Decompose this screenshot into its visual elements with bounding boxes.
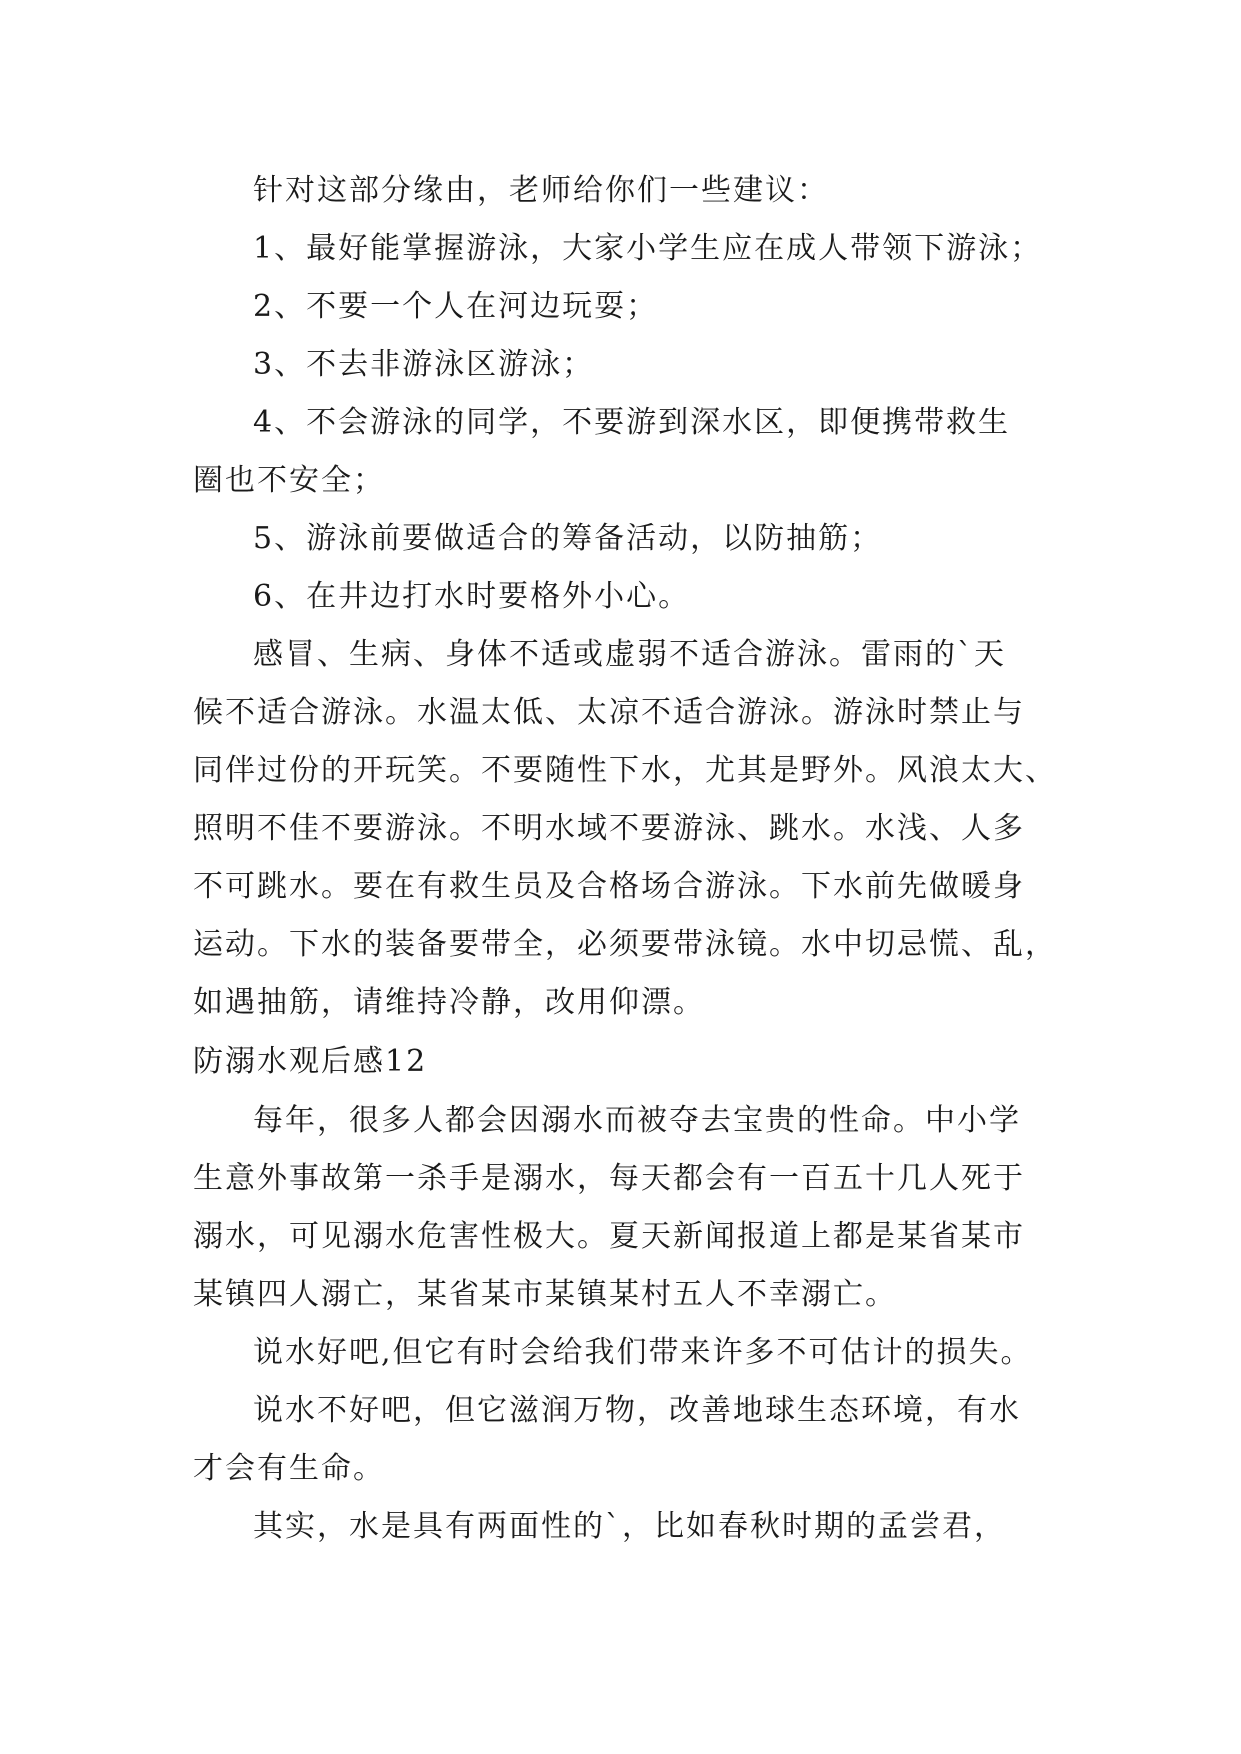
paragraph-line: 其实，水是具有两面性的`，比如春秋时期的孟尝君， [253,1509,1006,1544]
section-heading: 防溺水观后感12 [193,1044,428,1079]
paragraph-line: 运动。下水的装备要带全，必须要带泳镜。水中切忌慌、乱， [193,927,1057,962]
paragraph-line: 溺水，可见溺水危害性极大。夏天新闻报道上都是某省某市 [193,1219,1025,1254]
paragraph-line: 生意外事故第一杀手是溺水，每天都会有一百五十几人死于 [193,1161,1025,1196]
paragraph-line: 说水不好吧，但它滋润万物，改善地球生态环境，有水 [253,1393,1021,1428]
paragraph-line: 不可跳水。要在有救生员及合格场合游泳。下水前先做暖身 [193,869,1025,904]
paragraph-line: 2、不要一个人在河边玩耍； [253,289,659,324]
paragraph-line: 圈也不安全； [193,463,385,498]
paragraph-line: 3、不去非游泳区游泳； [253,347,595,382]
paragraph-line: 才会有生命。 [193,1451,385,1486]
paragraph-line: 候不适合游泳。水温太低、太凉不适合游泳。游泳时禁止与 [193,695,1025,730]
paragraph-line: 照明不佳不要游泳。不明水域不要游泳、跳水。水浅、人多 [193,811,1025,846]
paragraph-line: 5、游泳前要做适合的筹备活动，以防抽筋； [253,521,883,556]
paragraph-line: 1、最好能掌握游泳，大家小学生应在成人带领下游泳； [253,231,1043,266]
paragraph-line: 4、不会游泳的同学，不要游到深水区，即便携带救生 [253,405,1011,440]
paragraph-line: 某镇四人溺亡，某省某市某镇某村五人不幸溺亡。 [193,1277,897,1312]
paragraph-line: 针对这部分缘由，老师给你们一些建议： [253,173,829,208]
paragraph-line: 同伴过份的开玩笑。不要随性下水，尤其是野外。风浪太大、 [193,753,1057,788]
paragraph-line: 如遇抽筋，请维持冷静，改用仰漂。 [193,985,705,1020]
paragraph-line: 说水好吧,但它有时会给我们带来许多不可估计的损失。 [253,1335,1033,1370]
paragraph-line: 感冒、生病、身体不适或虚弱不适合游泳。雷雨的`天 [253,637,1006,672]
paragraph-line: 每年，很多人都会因溺水而被夺去宝贵的性命。中小学 [253,1103,1021,1138]
document-body [193,162,1057,1556]
paragraph-line: 6、在井边打水时要格外小心。 [253,579,691,614]
